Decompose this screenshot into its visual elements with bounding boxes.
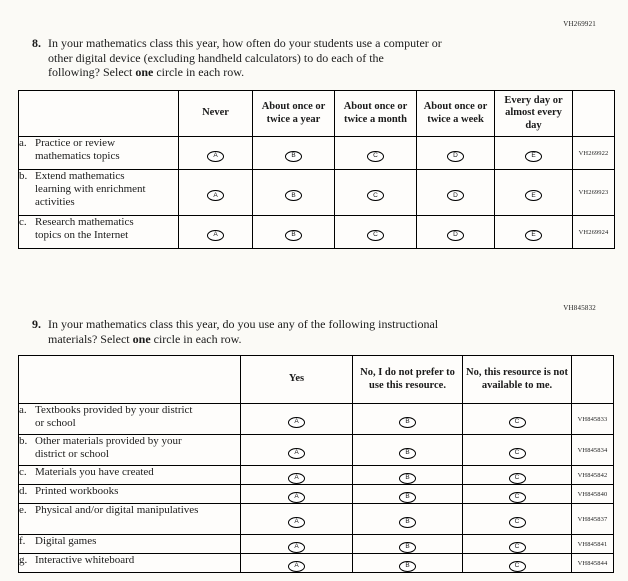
question-9-text-line2-end: circle in each row. [150, 331, 242, 346]
answer-circle[interactable]: B [285, 190, 302, 201]
row-label: Textbooks provided by your district or school [35, 404, 193, 430]
q9-col-header-yes: Yes [241, 356, 353, 404]
answer-circle[interactable]: A [288, 561, 305, 572]
row-label: Other materials provided by your district or school [35, 435, 182, 461]
item-code: VH845840 [572, 485, 614, 504]
question-9 [32, 317, 438, 346]
q9-col-header-no-prefer: No, I do not prefer to use this resource. [353, 356, 463, 404]
option-cell [353, 466, 463, 485]
q8-col-header-once-twice-year: About once or twice a year [253, 91, 335, 137]
option-cell [353, 535, 463, 554]
answer-circle[interactable]: C [367, 151, 384, 162]
question-8-text-line1: In your mathematics class this year, how often do your students use a computer or [48, 36, 442, 50]
row-letter: c. [19, 466, 27, 478]
question-8-text-line2: other digital device (excluding handheld calculators) to do each of the [48, 50, 384, 65]
answer-circle[interactable]: C [367, 230, 384, 241]
option-cell [335, 216, 417, 249]
q8-header-row [19, 91, 615, 137]
answer-circle[interactable]: B [399, 417, 416, 428]
item-code: VH269922 [573, 137, 615, 170]
option-cell [253, 137, 335, 170]
table-row [19, 404, 614, 435]
answer-circle[interactable]: B [285, 230, 302, 241]
answer-circle[interactable]: B [399, 542, 416, 553]
answer-circle[interactable]: B [399, 561, 416, 572]
option-cell [179, 216, 253, 249]
option-cell [241, 504, 353, 535]
item-code: VH845842 [572, 466, 614, 485]
answer-circle[interactable]: B [399, 517, 416, 528]
question-9-text-line2: materials? Select [48, 331, 133, 346]
option-cell [353, 554, 463, 573]
question-9-text [48, 317, 438, 346]
question-8-text [48, 36, 442, 80]
row-label-cell [19, 485, 241, 504]
q8-col-header-never: Never [179, 91, 253, 137]
row-label: Interactive whiteboard [35, 554, 135, 566]
option-cell [241, 466, 353, 485]
table-row [19, 504, 614, 535]
q9-empty-corner-cell [19, 356, 241, 404]
row-label-cell [19, 170, 179, 216]
row-letter: g. [19, 554, 28, 566]
answer-circle[interactable]: C [509, 517, 526, 528]
option-cell [353, 504, 463, 535]
row-label-cell [19, 435, 241, 466]
item-code: VH845834 [572, 435, 614, 466]
row-letter: b. [19, 435, 28, 447]
table-row [19, 170, 615, 216]
question-8-accession-code: VH269921 [563, 20, 596, 28]
option-cell [417, 170, 495, 216]
answer-circle[interactable]: B [285, 151, 302, 162]
option-cell [335, 137, 417, 170]
option-cell [179, 137, 253, 170]
row-letter: e. [19, 504, 27, 516]
row-label-cell [19, 504, 241, 535]
q9-response-table [18, 355, 614, 573]
table-row [19, 485, 614, 504]
answer-circle[interactable]: A [288, 542, 305, 553]
answer-circle[interactable]: A [207, 190, 224, 201]
option-cell [253, 216, 335, 249]
option-cell [353, 485, 463, 504]
option-cell [495, 170, 573, 216]
option-cell [463, 435, 572, 466]
option-cell [463, 466, 572, 485]
question-8 [32, 36, 442, 80]
answer-circle[interactable]: D [447, 190, 464, 201]
row-letter: a. [19, 404, 27, 416]
answer-circle[interactable]: A [288, 417, 305, 428]
option-cell [241, 404, 353, 435]
q8-empty-corner-cell [19, 91, 179, 137]
option-cell [463, 504, 572, 535]
option-cell [463, 554, 572, 573]
row-letter: d. [19, 485, 28, 497]
row-label: Digital games [35, 535, 97, 547]
q8-col-header-once-twice-week: About once or twice a week [417, 91, 495, 137]
table-row [19, 137, 615, 170]
option-cell [353, 404, 463, 435]
answer-circle[interactable]: C [509, 561, 526, 572]
answer-circle[interactable]: A [288, 492, 305, 503]
item-code: VH845844 [572, 554, 614, 573]
answer-circle[interactable]: A [288, 448, 305, 459]
answer-circle[interactable]: C [509, 542, 526, 553]
row-label: Printed workbooks [35, 485, 119, 497]
row-label-cell [19, 404, 241, 435]
answer-circle[interactable]: A [207, 230, 224, 241]
question-9-bold-one: one [132, 331, 151, 346]
question-9-accession-code: VH845832 [563, 304, 596, 312]
option-cell [463, 404, 572, 435]
table-row [19, 466, 614, 485]
answer-circle[interactable]: E [525, 190, 542, 201]
row-letter: b. [19, 170, 28, 182]
answer-circle[interactable]: C [509, 448, 526, 459]
answer-circle[interactable]: C [509, 492, 526, 503]
item-code: VH845833 [572, 404, 614, 435]
option-cell [241, 554, 353, 573]
answer-circle[interactable]: A [288, 517, 305, 528]
option-cell [417, 137, 495, 170]
answer-circle[interactable]: B [399, 492, 416, 503]
q8-col-header-once-twice-month: About once or twice a month [335, 91, 417, 137]
row-label-cell [19, 137, 179, 170]
question-8-text-line3: following? Select [48, 65, 136, 80]
item-code: VH269923 [573, 170, 615, 216]
table-row [19, 535, 614, 554]
option-cell [241, 535, 353, 554]
table-row [19, 216, 615, 249]
option-cell [253, 170, 335, 216]
row-letter: a. [19, 137, 27, 149]
option-cell [179, 170, 253, 216]
answer-circle[interactable]: B [399, 473, 416, 484]
row-label-cell [19, 216, 179, 249]
option-cell [417, 216, 495, 249]
option-cell [353, 435, 463, 466]
row-label: Materials you have created [35, 466, 154, 478]
question-8-bold-one: one [135, 65, 154, 80]
option-cell [241, 485, 353, 504]
q9-col-header-no-available: No, this resource is not available to me. [463, 356, 572, 404]
item-code: VH845841 [572, 535, 614, 554]
answer-circle[interactable]: A [207, 151, 224, 162]
q8-response-table [18, 90, 615, 249]
q8-col-header-every-day: Every day or almost every day [495, 91, 573, 137]
answer-circle[interactable]: E [525, 230, 542, 241]
option-cell [495, 216, 573, 249]
option-cell [463, 485, 572, 504]
option-cell [241, 435, 353, 466]
row-label: Practice or review mathematics topics [35, 137, 120, 163]
answer-circle[interactable]: C [509, 473, 526, 484]
row-label-cell [19, 466, 241, 485]
answer-circle[interactable]: D [447, 230, 464, 241]
row-label-cell [19, 554, 241, 573]
answer-circle[interactable]: B [399, 448, 416, 459]
row-label: Research mathematics topics on the Internet [35, 216, 134, 242]
answer-circle[interactable]: A [288, 473, 305, 484]
option-cell [495, 137, 573, 170]
row-label: Physical and/or digital manipulatives [35, 504, 199, 516]
answer-circle[interactable]: C [509, 417, 526, 428]
row-label: Extend mathematics learning with enrichment activities [35, 170, 146, 209]
question-8-number: 8. [32, 36, 41, 50]
q8-code-column-header [573, 91, 615, 137]
q9-header-row [19, 356, 614, 404]
question-9-text-line1: In your mathematics class this year, do you use any of the following instructional [48, 317, 439, 331]
row-label-cell [19, 535, 241, 554]
row-letter: c. [19, 216, 27, 228]
answer-circle[interactable]: C [367, 190, 384, 201]
question-8-text-line3-end: circle in each row. [153, 65, 245, 80]
item-code: VH269924 [573, 216, 615, 249]
answer-circle[interactable]: E [525, 151, 542, 162]
q9-code-column-header [572, 356, 614, 404]
option-cell [463, 535, 572, 554]
question-9-number: 9. [32, 317, 41, 331]
table-row [19, 554, 614, 573]
item-code: VH845837 [572, 504, 614, 535]
table-row [19, 435, 614, 466]
option-cell [335, 170, 417, 216]
answer-circle[interactable]: D [447, 151, 464, 162]
row-letter: f. [19, 535, 26, 547]
